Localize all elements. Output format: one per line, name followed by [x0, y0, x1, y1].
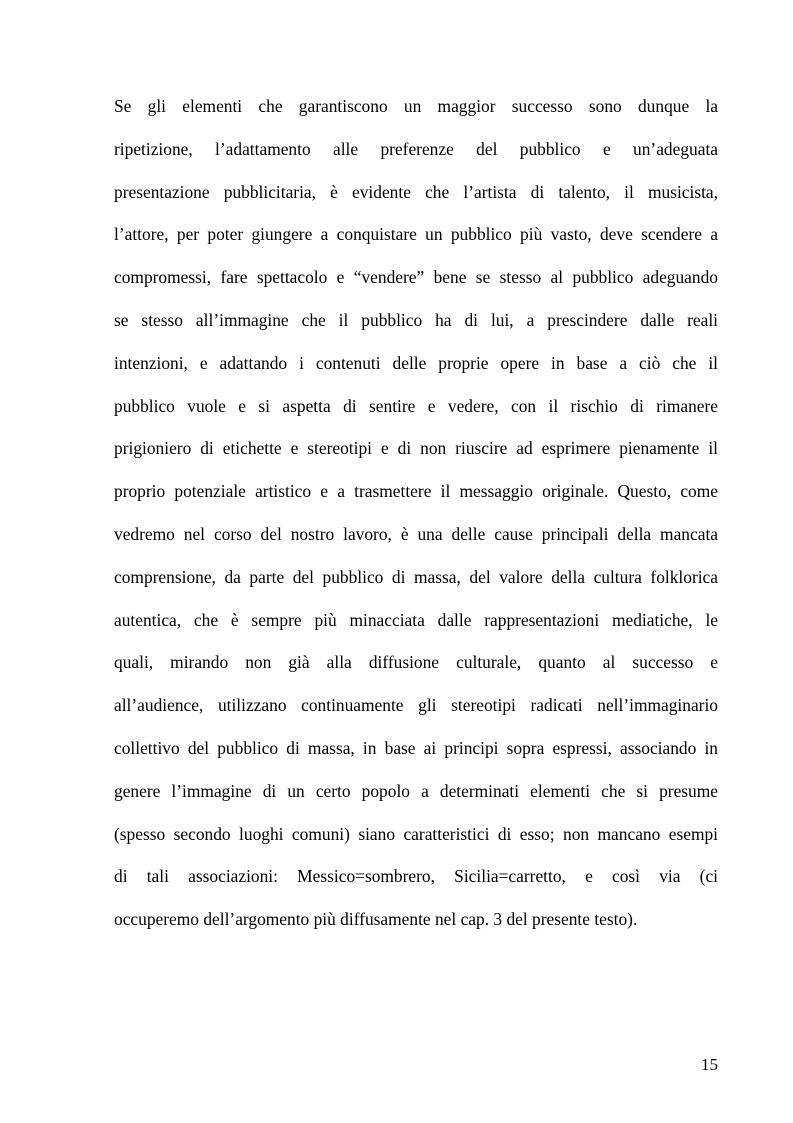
- paragraph-line: Se gli elementi che garantiscono un maggior successo sono dunque la: [114, 96, 718, 116]
- paragraph-line-last: occuperemo dell’argomento più diffusamente nel cap. 3 del presente testo).: [114, 909, 638, 930]
- paragraph-line: se stesso all’immagine che il pubblico ha di lui, a prescindere dalle reali: [114, 309, 718, 330]
- paragraph-line: all’audience, utilizzano continuamente gli stereotipi radicati nell’immaginario: [114, 695, 718, 716]
- paragraph-line: intenzioni, e adattando i contenuti delle proprie opere in base a ciò che il: [114, 352, 718, 373]
- paragraph-line: l’attore, per poter giungere a conquistare un pubblico più vasto, deve scendere a: [114, 224, 718, 245]
- body-paragraph: [114, 85, 718, 941]
- paragraph-line: proprio potenziale artistico e a trasmettere il messaggio originale. Questo, come: [114, 481, 718, 502]
- paragraph-line: ripetizione, l’adattamento alle preferenze del pubblico e un’adeguata: [114, 138, 718, 159]
- paragraph-line: pubblico vuole e si aspetta di sentire e vedere, con il rischio di rimanere: [114, 395, 718, 416]
- paragraph-line: vedremo nel corso del nostro lavoro, è una delle cause principali della mancata: [114, 523, 718, 544]
- paragraph-line: genere l’immagine di un certo popolo a determinati elementi che si presume: [114, 780, 718, 801]
- paragraph-line: quali, mirando non già alla diffusione culturale, quanto al successo e: [114, 652, 718, 673]
- paragraph-line: prigioniero di etichette e stereotipi e di non riuscire ad esprimere pienamente il: [114, 438, 718, 459]
- paragraph-line: di tali associazioni: Messico=sombrero, Sicilia=carretto, e così via (ci: [114, 866, 718, 887]
- page-number: 15: [701, 1055, 718, 1074]
- paragraph-line: autentica, che è sempre più minacciata dalle rappresentazioni mediatiche, le: [114, 609, 718, 630]
- paragraph-line: compromessi, fare spettacolo e “vendere” bene se stesso al pubblico adeguando: [114, 267, 718, 288]
- paragraph-line: (spesso secondo luoghi comuni) siano caratteristici di esso; non mancano esempi: [114, 823, 718, 844]
- paragraph-line: presentazione pubblicitaria, è evidente che l’artista di talento, il musicista,: [114, 181, 718, 202]
- paragraph-line: comprensione, da parte del pubblico di massa, del valore della cultura folklorica: [114, 566, 718, 587]
- paragraph-line: collettivo del pubblico di massa, in base ai principi sopra espressi, associando in: [114, 737, 718, 758]
